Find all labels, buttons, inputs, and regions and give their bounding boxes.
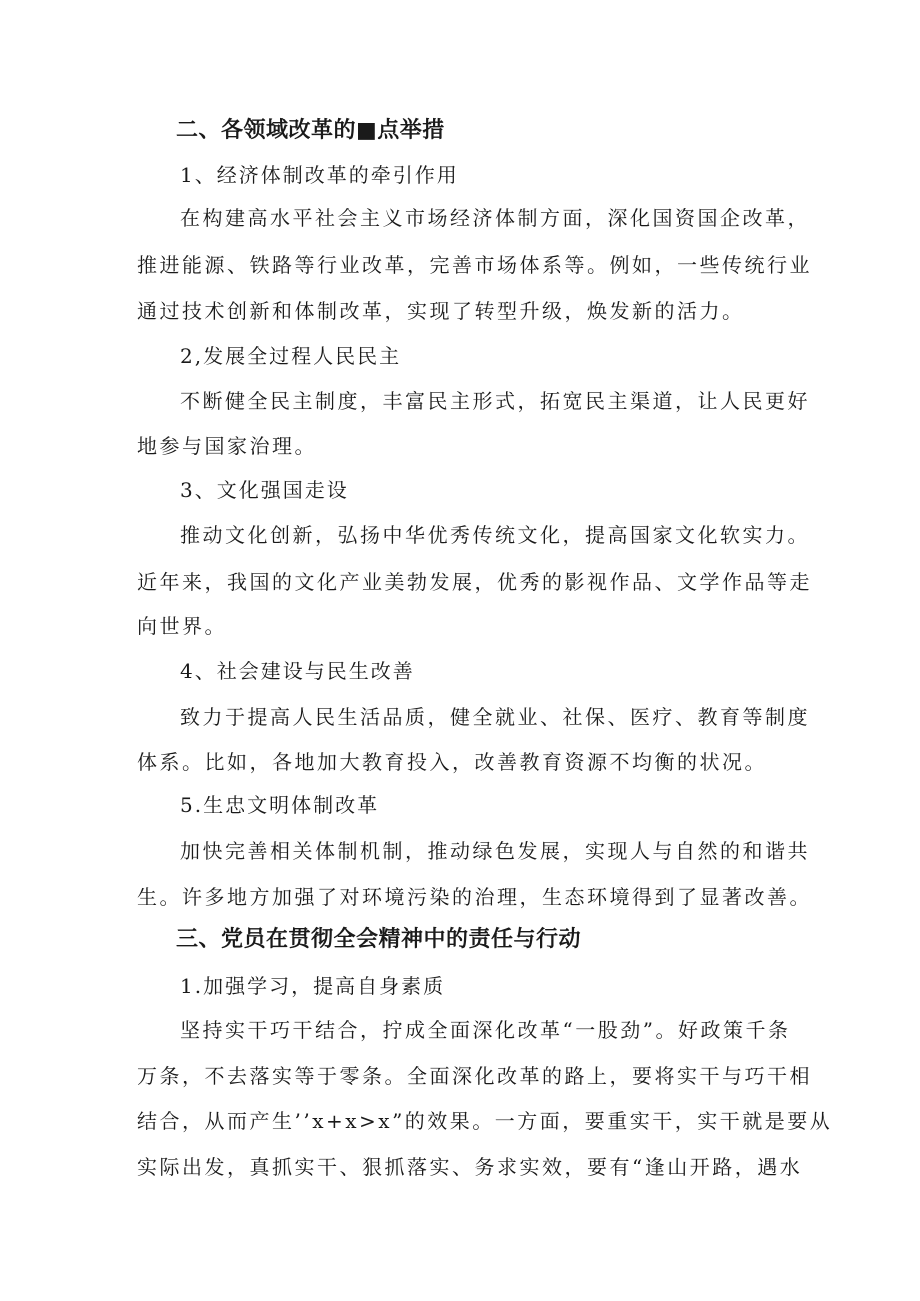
paragraph-line: 坚持实干巧干结合，拧成全面深化改革“一股劲”。好政策千条: [180, 1018, 791, 1042]
subsection-title-1: 1、经济体制改革的牵引作用: [180, 163, 459, 187]
subsection-title-3: 3、文化强国走设: [180, 478, 349, 502]
paragraph-line: 加快完善相关体制机制，推动绿色发展，实现人与自然的和谐共: [180, 839, 810, 863]
section-heading-2: 二、各领域改革的■点举措: [176, 118, 445, 143]
paragraph-line: 近年来，我国的文化产业美勃发展，优秀的影视作品、文学作品等走: [137, 570, 812, 594]
subsection-title-4: 4、社会建设与民生改善: [180, 659, 415, 683]
paragraph-line: 地参与国家治理。: [137, 434, 317, 458]
paragraph-line: 致力于提高人民生活品质，健全就业、社保、医疗、教育等制度: [180, 705, 810, 729]
paragraph-line: 在构建高水平社会主义市场经济体制方面，深化国资国企改革，: [180, 206, 810, 230]
paragraph-line: 通过技术创新和体制改革，实现了转型升级，焕发新的活力。: [137, 299, 745, 323]
paragraph-line: 不断健全民主制度，丰富民主形式，拓宽民主渠道，让人民更好: [180, 389, 810, 413]
subsection-title-t1: 1.加强学习，提高自身素质: [180, 974, 446, 998]
subsection-title-5: 5.生忠文明体制改革: [180, 793, 380, 817]
paragraph-line: 推动文化创新，弘扬中华优秀传统文化，提高国家文化软实力。: [180, 523, 810, 547]
paragraph-line: 实际出发，真抓实干、狠抓落实、务求实效，要有“逢山开路，遇水: [137, 1155, 803, 1179]
paragraph-line: 推进能源、铁路等行业改革，完善市场体系等。例如，一些传统行业: [137, 253, 812, 277]
subsection-title-2: 2,发展全过程人民民主: [180, 344, 402, 368]
paragraph-line: 向世界。: [137, 614, 227, 638]
section-heading-3: 三、党员在贯彻全会精神中的责任与行动: [176, 927, 582, 952]
paragraph-line: 结合，从而产生’’x+x>x”的效果。一方面，要重实干，实干就是要从: [137, 1109, 833, 1133]
paragraph-line: 万条，不去落实等于零条。全面深化改革的路上，要将实干与巧干相: [137, 1064, 812, 1088]
paragraph-line: 体系。比如，各地加大教育投入，改善教育资源不均衡的状况。: [137, 750, 767, 774]
paragraph-line: 生。许多地方加强了对环境污染的治理，生态环境得到了显著改善。: [137, 885, 812, 909]
